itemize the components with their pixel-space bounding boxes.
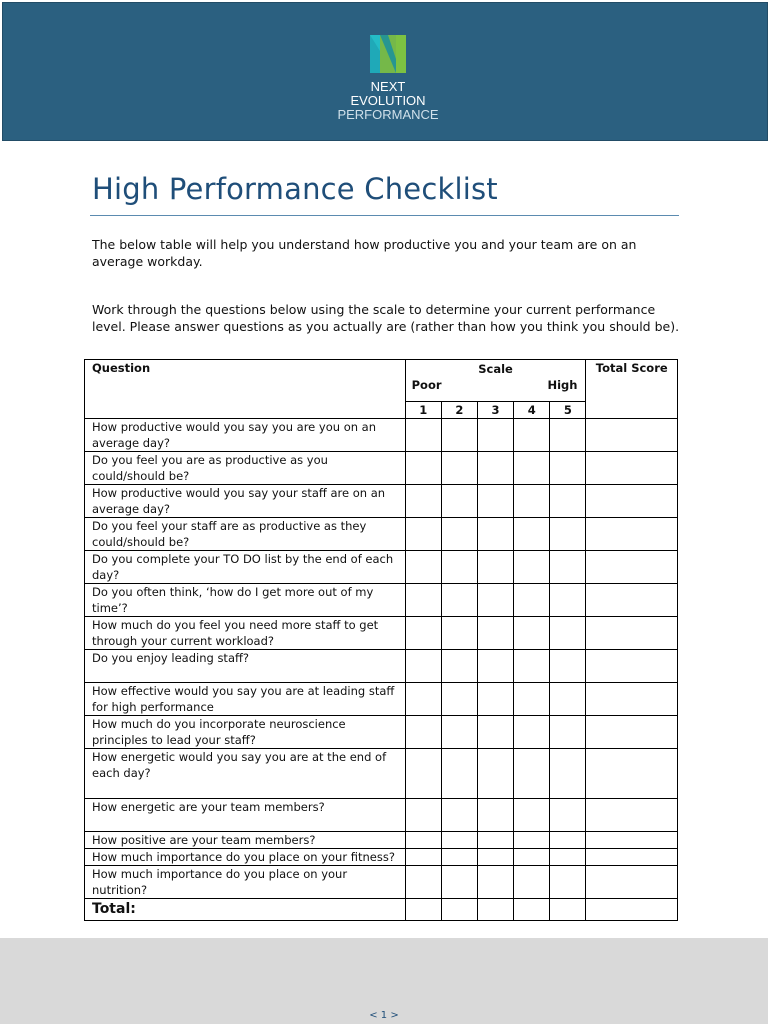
rating-cell-1[interactable] bbox=[405, 617, 441, 650]
rating-cell-2[interactable] bbox=[441, 832, 477, 849]
rating-cell-3[interactable] bbox=[477, 799, 513, 832]
scale-number-3: 3 bbox=[477, 402, 513, 419]
rating-cell-2[interactable] bbox=[441, 584, 477, 617]
rating-cell-1[interactable] bbox=[405, 584, 441, 617]
rating-cell-3[interactable] bbox=[477, 584, 513, 617]
rating-cell-3[interactable] bbox=[477, 849, 513, 866]
table-row bbox=[85, 551, 678, 584]
rating-cell-1[interactable] bbox=[405, 716, 441, 749]
question-text: How effective would you say you are at leading staff for high performance bbox=[85, 683, 406, 716]
rating-cell-5[interactable] bbox=[550, 419, 586, 452]
question-header: Question bbox=[85, 360, 406, 419]
rating-cell-5[interactable] bbox=[550, 584, 586, 617]
rating-cell-4[interactable] bbox=[514, 683, 550, 716]
question-text: How positive are your team members? bbox=[85, 832, 406, 849]
total-row bbox=[85, 899, 678, 921]
rating-cell-4[interactable] bbox=[514, 849, 550, 866]
total-score-cell[interactable] bbox=[586, 849, 678, 866]
rating-cell-5[interactable] bbox=[550, 749, 586, 799]
rating-cell-2[interactable] bbox=[441, 485, 477, 518]
rating-cell-1[interactable] bbox=[405, 419, 441, 452]
rating-cell-4[interactable] bbox=[514, 485, 550, 518]
rating-cell-4[interactable] bbox=[514, 832, 550, 849]
rating-cell-3[interactable] bbox=[477, 716, 513, 749]
total-score-cell[interactable] bbox=[586, 650, 678, 683]
rating-cell-4[interactable] bbox=[514, 518, 550, 551]
rating-cell-2[interactable] bbox=[441, 866, 477, 899]
total-score-cell[interactable] bbox=[586, 749, 678, 799]
scale-number-1: 1 bbox=[405, 402, 441, 419]
rating-cell-5[interactable] bbox=[550, 485, 586, 518]
rating-cell-5[interactable] bbox=[550, 716, 586, 749]
total-rating-cell[interactable] bbox=[477, 899, 513, 921]
rating-cell-3[interactable] bbox=[477, 485, 513, 518]
rating-cell-3[interactable] bbox=[477, 749, 513, 799]
total-rating-cell[interactable] bbox=[441, 899, 477, 921]
rating-cell-4[interactable] bbox=[514, 617, 550, 650]
total-score-cell[interactable] bbox=[586, 518, 678, 551]
page-title: High Performance Checklist bbox=[92, 172, 498, 206]
scale-high-label: High bbox=[547, 378, 578, 392]
table-row bbox=[85, 799, 678, 832]
rating-cell-4[interactable] bbox=[514, 551, 550, 584]
rating-cell-3[interactable] bbox=[477, 650, 513, 683]
question-text: How much do you incorporate neuroscience principles to lead your staff? bbox=[85, 716, 406, 749]
rating-cell-2[interactable] bbox=[441, 849, 477, 866]
page-number: < 1 > bbox=[369, 1010, 399, 1021]
table-row bbox=[85, 617, 678, 650]
rating-cell-2[interactable] bbox=[441, 716, 477, 749]
rating-cell-5[interactable] bbox=[550, 650, 586, 683]
scale-header bbox=[405, 360, 586, 402]
table-row bbox=[85, 518, 678, 551]
logo-n-icon bbox=[366, 33, 410, 75]
rating-cell-3[interactable] bbox=[477, 518, 513, 551]
total-score-header: Total Score bbox=[586, 360, 678, 419]
total-score-cell[interactable] bbox=[586, 584, 678, 617]
scale-low-label: Poor bbox=[411, 378, 442, 392]
total-score-cell[interactable] bbox=[586, 683, 678, 716]
question-text: How productive would you say your staff are on an average day? bbox=[85, 485, 406, 518]
rating-cell-1[interactable] bbox=[405, 518, 441, 551]
total-score-cell[interactable] bbox=[586, 452, 678, 485]
rating-cell-4[interactable] bbox=[514, 650, 550, 683]
scale-number-2: 2 bbox=[441, 402, 477, 419]
checklist-table bbox=[84, 359, 678, 921]
question-text: How much do you feel you need more staff to get through your current workload? bbox=[85, 617, 406, 650]
table-row bbox=[85, 866, 678, 899]
rating-cell-5[interactable] bbox=[550, 617, 586, 650]
total-rating-cell[interactable] bbox=[550, 899, 586, 921]
question-text: How much importance do you place on your fitness? bbox=[85, 849, 406, 866]
rating-cell-1[interactable] bbox=[405, 866, 441, 899]
table-row bbox=[85, 485, 678, 518]
rating-cell-3[interactable] bbox=[477, 452, 513, 485]
rating-cell-5[interactable] bbox=[550, 452, 586, 485]
rating-cell-2[interactable] bbox=[441, 799, 477, 832]
rating-cell-5[interactable] bbox=[550, 866, 586, 899]
question-text: Do you feel you are as productive as you could/should be? bbox=[85, 452, 406, 485]
total-score-cell[interactable] bbox=[586, 832, 678, 849]
table-row bbox=[85, 683, 678, 716]
brand-logo bbox=[333, 33, 443, 121]
table-row bbox=[85, 749, 678, 799]
rating-cell-4[interactable] bbox=[514, 866, 550, 899]
rating-cell-2[interactable] bbox=[441, 518, 477, 551]
rating-cell-1[interactable] bbox=[405, 551, 441, 584]
question-text: How energetic are your team members? bbox=[85, 799, 406, 832]
rating-cell-1[interactable] bbox=[405, 683, 441, 716]
table-row bbox=[85, 716, 678, 749]
rating-cell-4[interactable] bbox=[514, 749, 550, 799]
rating-cell-1[interactable] bbox=[405, 832, 441, 849]
rating-cell-3[interactable] bbox=[477, 866, 513, 899]
rating-cell-5[interactable] bbox=[550, 551, 586, 584]
question-text: How productive would you say you are you on an average day? bbox=[85, 419, 406, 452]
rating-cell-1[interactable] bbox=[405, 650, 441, 683]
rating-cell-1[interactable] bbox=[405, 452, 441, 485]
total-rating-cell[interactable] bbox=[514, 899, 550, 921]
total-score-cell[interactable] bbox=[586, 551, 678, 584]
title-divider bbox=[90, 215, 679, 216]
rating-cell-1[interactable] bbox=[405, 749, 441, 799]
rating-cell-3[interactable] bbox=[477, 419, 513, 452]
question-text: Do you complete your TO DO list by the end of each day? bbox=[85, 551, 406, 584]
rating-cell-4[interactable] bbox=[514, 452, 550, 485]
grand-total-cell[interactable] bbox=[586, 899, 678, 921]
total-score-cell[interactable] bbox=[586, 485, 678, 518]
header-banner bbox=[2, 2, 768, 141]
rating-cell-4[interactable] bbox=[514, 419, 550, 452]
scale-number-5: 5 bbox=[550, 402, 586, 419]
rating-cell-5[interactable] bbox=[550, 849, 586, 866]
question-text: Do you often think, ‘how do I get more out of my time’? bbox=[85, 584, 406, 617]
rating-cell-3[interactable] bbox=[477, 551, 513, 584]
total-score-cell[interactable] bbox=[586, 716, 678, 749]
rating-cell-2[interactable] bbox=[441, 419, 477, 452]
rating-cell-1[interactable] bbox=[405, 849, 441, 866]
rating-cell-5[interactable] bbox=[550, 518, 586, 551]
total-score-cell[interactable] bbox=[586, 799, 678, 832]
brand-line1: NEXT EVOLUTION bbox=[350, 79, 426, 108]
table-row bbox=[85, 419, 678, 452]
rating-cell-5[interactable] bbox=[550, 832, 586, 849]
question-text: Do you feel your staff are as productive as they could/should be? bbox=[85, 518, 406, 551]
scale-number-4: 4 bbox=[514, 402, 550, 419]
rating-cell-2[interactable] bbox=[441, 551, 477, 584]
table-row bbox=[85, 832, 678, 849]
table-row bbox=[85, 650, 678, 683]
table-row bbox=[85, 584, 678, 617]
brand-line2: PERFORMANCE bbox=[337, 107, 439, 122]
rating-cell-2[interactable] bbox=[441, 749, 477, 799]
question-text: How much importance do you place on your nutrition? bbox=[85, 866, 406, 899]
table-row bbox=[85, 849, 678, 866]
total-score-cell[interactable] bbox=[586, 419, 678, 452]
total-score-cell[interactable] bbox=[586, 866, 678, 899]
rating-cell-2[interactable] bbox=[441, 683, 477, 716]
total-score-cell[interactable] bbox=[586, 617, 678, 650]
rating-cell-4[interactable] bbox=[514, 716, 550, 749]
rating-cell-3[interactable] bbox=[477, 683, 513, 716]
intro-paragraph: The below table will help you understand how productive you and your team are on an average workday. bbox=[92, 237, 637, 269]
rating-cell-5[interactable] bbox=[550, 683, 586, 716]
scale-label: Scale bbox=[478, 362, 513, 376]
rating-cell-3[interactable] bbox=[477, 832, 513, 849]
rating-cell-2[interactable] bbox=[441, 617, 477, 650]
rating-cell-1[interactable] bbox=[405, 485, 441, 518]
question-text: Do you enjoy leading staff? bbox=[85, 650, 406, 683]
rating-cell-3[interactable] bbox=[477, 617, 513, 650]
rating-cell-5[interactable] bbox=[550, 799, 586, 832]
total-label-cell bbox=[85, 899, 406, 921]
rating-cell-2[interactable] bbox=[441, 452, 477, 485]
rating-cell-4[interactable] bbox=[514, 584, 550, 617]
instructions-paragraph: Work through the questions below using the scale to determine your current performance level. Please answer questions as you actually are (rather than how you think you should be). bbox=[92, 302, 680, 334]
rating-cell-1[interactable] bbox=[405, 799, 441, 832]
rating-cell-2[interactable] bbox=[441, 650, 477, 683]
rating-cell-4[interactable] bbox=[514, 799, 550, 832]
total-rating-cell[interactable] bbox=[405, 899, 441, 921]
table-row bbox=[85, 452, 678, 485]
question-text: How energetic would you say you are at the end of each day? bbox=[85, 749, 406, 799]
total-label: Total: bbox=[92, 901, 136, 917]
